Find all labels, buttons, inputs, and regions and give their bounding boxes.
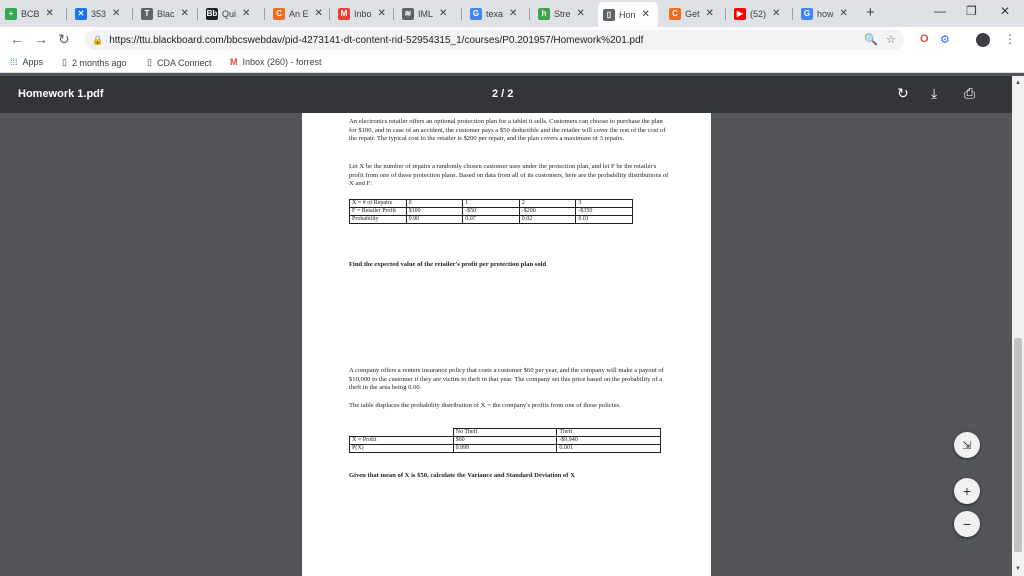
browser-toolbar [0, 27, 1024, 53]
bookmark-label: CDA Connect [156, 57, 212, 68]
vertical-scrollbar[interactable] [1012, 76, 1024, 576]
table-cell: X = Profit [350, 437, 454, 445]
table-cell: 0.07 [463, 216, 520, 224]
browser-tab[interactable] [0, 4, 64, 23]
tab-label: Hon [619, 9, 636, 20]
tab-close-icon[interactable]: ✕ [839, 8, 848, 19]
theft-table [349, 428, 661, 453]
table-cell: 0.01 [576, 216, 633, 224]
tab-separator [529, 8, 530, 20]
rotate-icon[interactable]: ↻ [897, 85, 909, 101]
tab-label: 353 [91, 8, 107, 19]
table-header-cell: No Theft [453, 429, 557, 437]
download-icon[interactable]: ⤓ [931, 85, 938, 101]
bookmark-item[interactable] [147, 57, 211, 68]
gmail-icon: M [230, 57, 238, 67]
tab-close-icon[interactable]: ✕ [509, 8, 518, 19]
scroll-thumb[interactable] [1014, 338, 1022, 552]
back-icon[interactable]: ← [10, 31, 24, 47]
table-cell: -$200 [519, 208, 576, 216]
table-cell: 0.90 [406, 216, 463, 224]
tab-label: texa [486, 8, 504, 19]
table-row [350, 200, 633, 208]
iml-favicon: ≋ [402, 8, 414, 20]
tab-separator [197, 8, 198, 20]
youtube-favicon: ▶ [734, 8, 746, 20]
bookmarks-bar [0, 53, 1024, 73]
chegg-favicon: C [273, 8, 285, 20]
table-cell: 0.999 [453, 445, 557, 453]
browser-tab[interactable] [201, 4, 262, 23]
tab-close-icon[interactable]: ✕ [377, 8, 386, 19]
tab-close-icon[interactable]: ✕ [439, 8, 448, 19]
paragraph-3: A company offers a renters insurance policy that costs a customer $60 per year, and the company will make a payout of $10,000 to the customer if they are victim to theft in that year. The company set this price based on the probability of a theft in the area being 0.00. [349, 367, 664, 392]
table-cell: 0.001 [557, 445, 661, 453]
forward-icon[interactable]: → [34, 31, 48, 47]
table-cell: P(X) [350, 445, 454, 453]
page-indicator: 2 / 2 [492, 88, 514, 100]
chegg-favicon: C [669, 8, 681, 20]
bookmark-label: 2 months ago [71, 57, 127, 68]
pdf-page [302, 113, 711, 576]
tab-label: BCB [21, 8, 40, 19]
bookmark-apps-label: Apps [22, 57, 44, 67]
tab-label: Inbo [354, 8, 372, 19]
browser-tab[interactable] [465, 4, 527, 23]
blackboard-favicon: Bb [206, 9, 218, 18]
tab-separator [792, 8, 793, 20]
question-2: Given that mean of X is $50, calculate the Variance and Standard Deviation of X [349, 472, 575, 479]
tab-close-icon[interactable]: ✕ [242, 8, 251, 19]
table-cell: $60 [453, 437, 557, 445]
google-favicon: G [470, 8, 482, 20]
table-cell: -$350 [576, 208, 633, 216]
bookmark-item[interactable] [230, 57, 322, 67]
tab-label: An E [289, 8, 309, 19]
table-cell: -$50 [463, 208, 520, 216]
tab-close-icon[interactable]: ✕ [772, 8, 781, 19]
tab-label: Qui [222, 8, 237, 19]
table-cell: X = # of Repairs [350, 200, 407, 208]
table-cell: 0.02 [519, 216, 576, 224]
browser-tab[interactable] [268, 4, 327, 23]
browser-tab[interactable] [664, 4, 723, 23]
pdf-viewer[interactable] [0, 113, 1012, 576]
browser-tab[interactable] [397, 4, 459, 23]
tab-separator [393, 8, 394, 20]
pdf-title: Homework 1.pdf [18, 88, 104, 100]
table-row [350, 208, 633, 216]
restore-button[interactable]: ❐ [966, 4, 977, 18]
google-favicon: G [801, 8, 813, 20]
tab-close-icon[interactable]: ✕ [45, 8, 54, 19]
tab-separator [132, 8, 133, 20]
paragraph-4: The table displaces the probability distribution of X = the company's profits from one of these policies. [349, 402, 621, 409]
browser-tab[interactable] [598, 2, 658, 27]
tab-label: Blac [157, 8, 175, 19]
tab-label: IML [418, 8, 434, 19]
browser-tab[interactable] [136, 4, 195, 23]
paragraph-1: An electronics retailer offers an optional protection plan for a tablet it sells. Customers can choose to purchase the plan for $100, and in case of an accident, the customer pays a $50 deductible and the retailer will cover the rest of the cost of the repair. The typical cost to the retailer is $200 per repair, and the plan covers a maximum of 3 repairs. [349, 118, 666, 143]
bookmark-label: Inbox (260) - forrest [242, 57, 322, 67]
table-header-row [350, 429, 661, 437]
gmail-favicon: M [338, 8, 350, 20]
close-window-button[interactable]: ✕ [1000, 4, 1011, 18]
page-icon: ▯ [147, 57, 152, 67]
tab-label: Stre [554, 8, 571, 19]
table-cell: -$9,940 [557, 437, 661, 445]
tab-separator [66, 8, 67, 20]
page-icon: ▯ [62, 57, 67, 67]
tab-close-icon[interactable]: ✕ [180, 8, 189, 19]
tab-strip [0, 0, 1024, 27]
table-cell: $100 [406, 208, 463, 216]
extension-icon[interactable]: ⚙ [940, 34, 950, 46]
url-text[interactable]: https://ttu.blackboard.com/bbcswebdav/pid-4273141-dt-content-rid-52954315_1/courses/P0.201957/Homework%201.pdf [109, 34, 644, 46]
tab-separator [329, 8, 330, 20]
apps-grid-icon: ⁞⁞⁞ [10, 57, 18, 67]
repairs-table [349, 199, 633, 224]
study-favicon: h [538, 8, 550, 20]
browser-tab[interactable] [729, 4, 790, 23]
plus-favicon: + [5, 8, 17, 20]
zoom-out-button[interactable]: − [954, 511, 980, 537]
print-icon[interactable]: ⎙ [964, 85, 976, 101]
document-favicon: ▯ [603, 9, 615, 21]
tab-close-icon[interactable]: ✕ [314, 8, 323, 19]
lock-icon: 🔒 [92, 34, 104, 45]
address-bar[interactable] [84, 30, 904, 50]
table-header-cell [350, 429, 454, 437]
menu-kebab-icon[interactable]: ⋮ [1004, 32, 1016, 46]
browser-tab[interactable] [70, 4, 130, 23]
browser-tab[interactable] [796, 4, 860, 23]
tab-separator [264, 8, 265, 20]
browser-tab[interactable] [333, 4, 391, 23]
fit-to-page-button[interactable]: ⇲ [954, 432, 980, 458]
question-1: Find the expected value of the retailer's profit per protection plan sold [349, 261, 547, 268]
bookmark-item[interactable] [62, 57, 127, 68]
tab-close-icon[interactable]: ✕ [705, 8, 714, 19]
stats-favicon: ✕ [75, 8, 87, 20]
pdf-toolbar [0, 76, 1024, 113]
zoom-in-button[interactable]: + [954, 478, 980, 504]
zoom-icon[interactable]: 🔍 [864, 34, 878, 46]
reload-icon[interactable]: ↻ [58, 31, 70, 47]
table-cell: 2 [519, 200, 576, 208]
scroll-up-icon[interactable]: ▲ [1015, 80, 1021, 86]
table-row [350, 437, 661, 445]
bookmark-apps[interactable] [10, 57, 43, 67]
table-row [350, 216, 633, 224]
tab-separator [725, 8, 726, 20]
table-cell: 1 [463, 200, 520, 208]
extension-opera-icon[interactable]: O [920, 33, 929, 45]
table-cell: Probability [350, 216, 407, 224]
tab-label: how [817, 8, 834, 19]
tab-label: Get [685, 8, 700, 19]
browser-tab[interactable] [533, 4, 592, 23]
minimize-button[interactable]: — [934, 4, 946, 18]
paragraph-2: Let X be the number of repairs a randomly chosen customer uses under the protection plan, and let F be the retailer's profit from one of these protection plans. Based on data from all of its customers, here are the probability distributions of X and F: [349, 163, 669, 188]
new-tab-button[interactable]: + [866, 4, 875, 21]
table-header-cell: Theft [557, 429, 661, 437]
tab-label: (52) [750, 8, 767, 19]
tab-close-icon[interactable]: ✕ [641, 9, 650, 20]
university-favicon: T [141, 8, 153, 20]
table-cell: F = Retailer Profit [350, 208, 407, 216]
tab-separator [461, 8, 462, 20]
table-cell: 0 [406, 200, 463, 208]
tab-close-icon[interactable]: ✕ [112, 8, 121, 19]
table-row [350, 445, 661, 453]
bookmark-star-icon[interactable]: ☆ [886, 34, 896, 46]
scroll-down-icon[interactable]: ▼ [1015, 566, 1021, 572]
tab-close-icon[interactable]: ✕ [576, 8, 585, 19]
profile-avatar[interactable] [976, 33, 990, 47]
table-cell: 3 [576, 200, 633, 208]
